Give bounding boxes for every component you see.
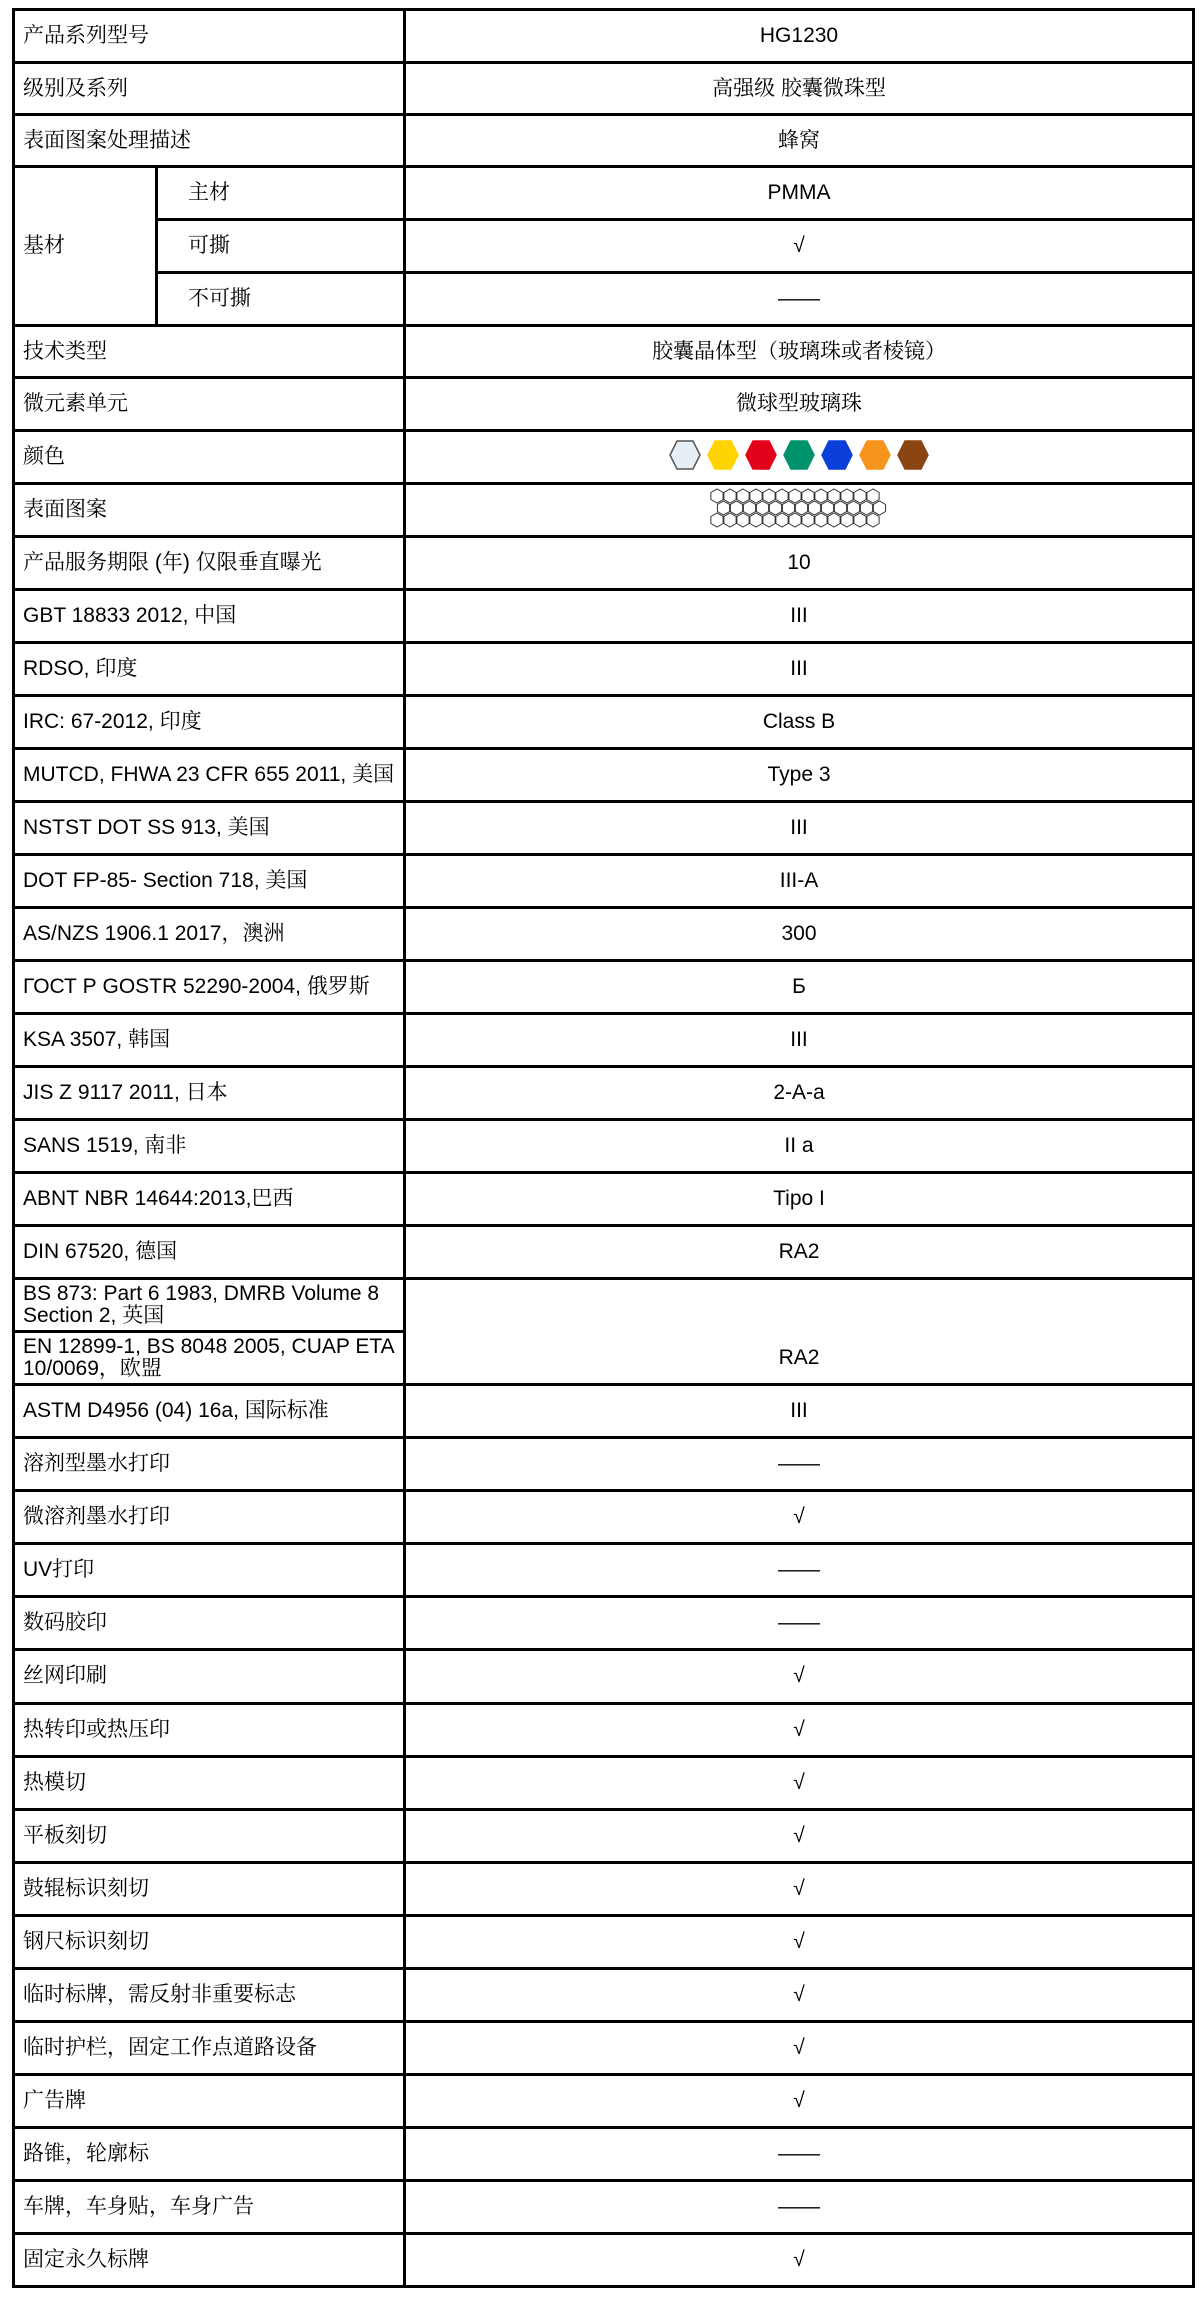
sub-label: 不可撕	[157, 273, 405, 326]
table-row	[14, 1968, 1194, 2021]
table-row	[14, 1756, 1194, 1809]
row-value: ——	[405, 1438, 1194, 1491]
row-label: AS/NZS 1906.1 2017，澳洲	[14, 908, 405, 961]
honeycomb-pattern-icon	[709, 488, 889, 532]
row-label: 丝网印刷	[14, 1650, 405, 1703]
green-hexagon-swatch	[783, 440, 815, 470]
row-label: RDSO, 印度	[14, 643, 405, 696]
row-value: 高强级 胶囊微珠型	[405, 63, 1194, 115]
table-row	[14, 1862, 1194, 1915]
row-value: Type 3	[405, 749, 1194, 802]
table-row	[14, 643, 1194, 696]
color-swatches	[669, 440, 929, 470]
row-label: 平板刻切	[14, 1809, 405, 1862]
row-value: 2-A-a	[405, 1067, 1194, 1120]
row-value: III-A	[405, 855, 1194, 908]
table-row	[14, 1491, 1194, 1544]
row-label: NSTST DOT SS 913, 美国	[14, 802, 405, 855]
row-value: ——	[405, 2180, 1194, 2233]
row-label: 路锥，轮廓标	[14, 2127, 405, 2180]
sub-label: 可撕	[157, 220, 405, 273]
row-label: 固定永久标牌	[14, 2233, 405, 2286]
row-value: HG1230	[405, 10, 1194, 63]
row-label: 车牌，车身贴，车身广告	[14, 2180, 405, 2233]
table-row	[14, 378, 1194, 431]
row-value: ——	[405, 2127, 1194, 2180]
row-value: III	[405, 1014, 1194, 1067]
row-label: ASTM D4956 (04) 16a, 国际标准	[14, 1385, 405, 1438]
table-row	[14, 1544, 1194, 1597]
row-label: GBT 18833 2012, 中国	[14, 590, 405, 643]
table-row	[14, 431, 1194, 484]
row-label: 微元素单元	[14, 378, 405, 431]
row-value: 胶囊晶体型（玻璃珠或者棱镜）	[405, 326, 1194, 378]
row-value: III	[405, 802, 1194, 855]
row-label: 广告牌	[14, 2074, 405, 2127]
table-row	[14, 1385, 1194, 1438]
row-value: √	[405, 1968, 1194, 2021]
row-label: 热转印或热压印	[14, 1703, 405, 1756]
row-value: √	[405, 1809, 1194, 1862]
table-row	[14, 326, 1194, 378]
row-label: DIN 67520, 德国	[14, 1226, 405, 1279]
table-row	[14, 802, 1194, 855]
row-label: MUTCD, FHWA 23 CFR 655 2011, 美国	[14, 749, 405, 802]
row-value: √	[405, 2021, 1194, 2074]
table-row	[14, 273, 1194, 326]
row-label: 溶剂型墨水打印	[14, 1438, 405, 1491]
pattern-cell	[405, 484, 1194, 537]
sub-label: 主材	[157, 167, 405, 220]
blue-hexagon-swatch	[821, 440, 853, 470]
table-row	[14, 1703, 1194, 1756]
row-label: IRC: 67-2012, 印度	[14, 696, 405, 749]
row-value: 蜂窝	[405, 115, 1194, 167]
table-row	[14, 1279, 1194, 1332]
brown-hexagon-swatch	[897, 440, 929, 470]
table-row	[14, 2233, 1194, 2286]
row-label: 临时标牌，需反射非重要标志	[14, 1968, 405, 2021]
row-label: DOT FP-85- Section 718, 美国	[14, 855, 405, 908]
table-row	[14, 1226, 1194, 1279]
row-label: ABNT NBR 14644:2013,巴西	[14, 1173, 405, 1226]
row-label: 微溶剂墨水打印	[14, 1491, 405, 1544]
table-row	[14, 2180, 1194, 2233]
row-label: 表面图案	[14, 484, 405, 537]
row-value: √	[405, 1703, 1194, 1756]
table-row	[14, 1067, 1194, 1120]
table-row	[14, 1597, 1194, 1650]
row-label: EN 12899-1, BS 8048 2005, CUAP ETA 10/0069，欧盟	[14, 1332, 405, 1385]
yellow-hexagon-swatch	[707, 440, 739, 470]
table-row	[14, 590, 1194, 643]
table-row	[14, 1120, 1194, 1173]
row-label: 鼓辊标识刻切	[14, 1862, 405, 1915]
row-label: 钢尺标识刻切	[14, 1915, 405, 1968]
spec-table	[12, 8, 1195, 2288]
row-value: √	[405, 1756, 1194, 1809]
table-row	[14, 1809, 1194, 1862]
row-value: 微球型玻璃珠	[405, 378, 1194, 431]
row-label: JIS Z 9117 2011, 日本	[14, 1067, 405, 1120]
row-value: √	[405, 1491, 1194, 1544]
row-label: 热模切	[14, 1756, 405, 1809]
table-row	[14, 2074, 1194, 2127]
orange-hexagon-swatch	[859, 440, 891, 470]
row-label: 技术类型	[14, 326, 405, 378]
row-value: Б	[405, 961, 1194, 1014]
row-label: 表面图案处理描述	[14, 115, 405, 167]
row-value: √	[405, 220, 1194, 273]
row-label: 颜色	[14, 431, 405, 484]
color-swatches-cell	[405, 431, 1194, 484]
table-row	[14, 961, 1194, 1014]
table-row	[14, 696, 1194, 749]
row-label: 产品系列型号	[14, 10, 405, 63]
row-value: √	[405, 1650, 1194, 1703]
table-row	[14, 1332, 1194, 1385]
red-hexagon-swatch	[745, 440, 777, 470]
table-row	[14, 1173, 1194, 1226]
table-row	[14, 63, 1194, 115]
group-label: 基材	[14, 167, 157, 326]
row-value: 300	[405, 908, 1194, 961]
row-value: III	[405, 643, 1194, 696]
row-value: √	[405, 1915, 1194, 1968]
table-row	[14, 1915, 1194, 1968]
row-value	[405, 1279, 1194, 1332]
table-row	[14, 537, 1194, 590]
row-value: II a	[405, 1120, 1194, 1173]
table-row	[14, 484, 1194, 537]
row-value: RA2	[405, 1226, 1194, 1279]
row-value: III	[405, 590, 1194, 643]
table-row	[14, 2021, 1194, 2074]
row-value: ——	[405, 1544, 1194, 1597]
table-row	[14, 167, 1194, 220]
row-value: Class B	[405, 696, 1194, 749]
row-label: BS 873: Part 6 1983, DMRB Volume 8 Section 2, 英国	[14, 1279, 405, 1332]
row-label: 临时护栏，固定工作点道路设备	[14, 2021, 405, 2074]
row-label: 数码胶印	[14, 1597, 405, 1650]
row-value: III	[405, 1385, 1194, 1438]
spec-table-frame	[12, 8, 1192, 2288]
row-value: RA2	[405, 1332, 1194, 1385]
table-row	[14, 1438, 1194, 1491]
row-value: √	[405, 1862, 1194, 1915]
table-row	[14, 220, 1194, 273]
table-row	[14, 908, 1194, 961]
table-row	[14, 10, 1194, 63]
white-hexagon-swatch	[669, 440, 701, 470]
row-label: KSA 3507, 韩国	[14, 1014, 405, 1067]
table-row	[14, 2127, 1194, 2180]
table-row	[14, 1650, 1194, 1703]
table-row	[14, 749, 1194, 802]
row-label: SANS 1519, 南非	[14, 1120, 405, 1173]
row-value: PMMA	[405, 167, 1194, 220]
row-value: √	[405, 2233, 1194, 2286]
row-label: ГОСТ Р GOSTR 52290-2004, 俄罗斯	[14, 961, 405, 1014]
table-row	[14, 1014, 1194, 1067]
table-row	[14, 115, 1194, 167]
table-row	[14, 855, 1194, 908]
row-value: ——	[405, 273, 1194, 326]
row-value: Tipo I	[405, 1173, 1194, 1226]
row-value: 10	[405, 537, 1194, 590]
row-label: UV打印	[14, 1544, 405, 1597]
row-value: ——	[405, 1597, 1194, 1650]
row-value: √	[405, 2074, 1194, 2127]
row-label: 级别及系列	[14, 63, 405, 115]
row-label: 产品服务期限 (年) 仅限垂直曝光	[14, 537, 405, 590]
